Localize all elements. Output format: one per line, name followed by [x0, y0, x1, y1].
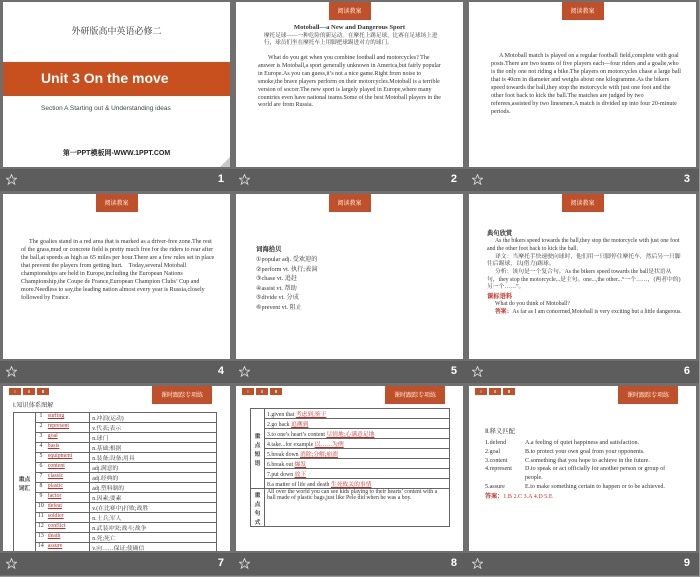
series-title: 外研版高中英语必修二: [71, 26, 162, 36]
matching-item: 3.content C.something that you hope to achieve in the future.: [485, 457, 650, 464]
slide-canvas: [3, 386, 230, 551]
slide-canvas: [469, 386, 696, 551]
vocab-item: ⑥prevent vt. 阻止: [256, 304, 302, 312]
unit-title: Unit 3 On the move: [41, 70, 169, 86]
slide-number: 2: [450, 173, 457, 185]
page-curl: [220, 157, 230, 167]
slide-number: 6: [683, 365, 690, 377]
phrase-table: 重点短语 1.given that 考虑到;鉴于 2.go back 追溯到 3.to one’s heart’s content 尽情地;心满意足地 4.take...for example 以……为例 5.break down 消除;分解;崩溃 6.break out 爆发 7.put down 放下 8.a matter of life and death 生死攸关的事情 重点句式 All over the world you can see kids playing to their hearts’ content with a ball made of plastic bags,just like Pele did when he was a boy.: [250, 408, 450, 527]
slide-number: 3: [683, 173, 690, 185]
slide-number: 8: [450, 557, 457, 569]
analysis: 分析：该句是一个复合句。As the bikers speed towards the ball是状语从句，they stop the motorcycle...是主句。one...,the other...“一个……，(两者中的)另一个……”。: [487, 268, 681, 291]
slide-thumbnail-4[interactable]: [0, 192, 233, 384]
diagram-heading: Ⅰ.知识体系图解: [13, 402, 54, 409]
vocab-list: [256, 255, 436, 313]
matching-item: 1.defend A.a feeling of quiet happiness and satisfaction.: [485, 440, 640, 446]
thumbnail-footer: [233, 553, 466, 575]
key-sentence: All over the world you can see kids playing to their hearts’ content with a ball made of plastic bags,just like Pele did when he was a boy.: [265, 489, 450, 527]
phrase-row: 1.given that 考虑到;鉴于: [265, 409, 450, 419]
star-icon[interactable]: [239, 174, 250, 185]
reading-passage: The goalies stand in a red area that is marked as a driver-free zone.The rest of the grass,mud or concrete field is pretty much free for the riders to rear after the ball,at speeds as high as 65 miles per hour.There are a few rules set in place that prevent the players from getting hurt. Today,several Motoball championships are held in Europe,including the European Nations Championship,the Coupe de France,European Champion Clubs’ Cup and more.Needless to say,the leading nation almost every year is Russia,closely followed by France.: [21, 239, 215, 302]
answer-text: As far as I am concerned,Motoball is very exciting but a little dangerous.: [512, 308, 682, 315]
answer-label: 答案：: [485, 493, 504, 500]
table-side-label: 重点句式: [251, 489, 265, 527]
answer-label: 答案：: [495, 308, 513, 315]
vocab-item: ⑤divide vt. 分成: [256, 294, 299, 302]
vocab-item: ④assist vt. 帮助: [256, 284, 297, 292]
matching-item: 2.goal B.to protect your own goal from your opponents.: [485, 448, 645, 455]
table-side-label: 重点词汇: [14, 413, 36, 552]
reading-heading: Motoball—a New and Dangerous Sport: [293, 24, 406, 31]
star-icon[interactable]: [6, 558, 17, 569]
slide-canvas: [236, 2, 463, 167]
slide-thumbnail-7[interactable]: [0, 384, 233, 576]
slide-thumbnail-9[interactable]: [466, 384, 699, 576]
star-icon[interactable]: [6, 366, 17, 377]
thumbnail-footer: [466, 553, 699, 575]
tab-markers: Ⅰ Ⅱ Ⅲ: [475, 388, 517, 395]
matching-list: [485, 439, 681, 502]
vocab-meaning: n.冲浪(运动): [90, 413, 217, 423]
vocab-table: 重点词汇 1 surfing n.冲浪(运动) 2 represent v.代表;表示 3 goal n.球门 4 basis n.基础;根据 5 equipment n.装备;设备;用具 6 content adj.满意的 7 classic adj.经典的 8 plastic adj.塑料制的 9 factor n.因素;要素 10 defeat v.(在比赛中)打败;战胜 11 soldier n.士兵;军人 12 conflict n.武装冲突;战斗;战争 13 death n.死;死亡 14 assure v.向……保证;使确信: [13, 412, 217, 551]
matching-item: 5.assure E.to make something certain to happen or to be achieved.: [485, 484, 665, 491]
slide-canvas: [3, 194, 230, 359]
translation: 译文：当摩托手快速驶向球时，他们用一只脚停住摩托车，然后另一只脚往后踢球，以(借力)踢球。: [487, 253, 681, 268]
star-icon[interactable]: [6, 174, 17, 185]
thumbnail-footer: [0, 169, 233, 191]
reading-passage: A Motoball match is played on a regular football field,complete with goal posts.There are two teams of five players each—four riders and a goalie,who is the only one not riding a bike.The players on motorcycles chase a large ball that is 40cm in diameter and weighs about one kilogramme.As the bikers speed towards the ball,they stop the motorcycle with just one foot and the other foot back to kick the ball.The matches are judged by two referees,assisted by two linesmen.A match is divided up into four 20-minute periods.: [491, 53, 681, 116]
table-side-label: 重点短语: [251, 409, 265, 489]
reading-passage: What do you get when you combine football and motorcycles? The answer is Motoball,a sport generally unknown in America,but fairly popular in Europe.As you can guess,it’s not a nice game.Right from noise to smoke,the brave players perform on their motorcycles.Motoball is a terrible version of soccer.The new sport is largely played in Europe,where many countries even have national teams.Some of the best Motoball players in the world are from Russia.: [258, 55, 441, 109]
section-badge: 阅读教案: [328, 194, 370, 212]
thumbnail-footer: [0, 361, 233, 383]
answer-text: 1.B 2.C 3.A 4.D 5.E: [503, 493, 553, 500]
thumbnail-footer: [233, 361, 466, 383]
question: What do you think of Motoball?: [495, 301, 570, 308]
title-area: [3, 2, 230, 54]
example-sentence: As the bikers speed towards the ball,they stop the motorcycle with just one foot and the other foot back to kick the ball.: [487, 238, 680, 252]
thumbnail-footer: [233, 169, 466, 191]
thumbnail-footer: [0, 553, 233, 575]
slide-thumbnail-5[interactable]: [233, 192, 466, 384]
section-title: Section A Starting out & Understanding ideas: [41, 105, 171, 112]
reading-intro: 摩托足球——一种危险的新运动。在摩托上踢足球，比赛在足球场上进行，球员们坐在摩托车上用脚把球踢进对方的球门。: [264, 33, 438, 47]
slide-number: 9: [683, 557, 690, 569]
slide-number: 7: [217, 557, 224, 569]
slide-canvas: [236, 386, 463, 551]
section-badge: 阅读教案: [95, 194, 137, 212]
vocab-title: 词海拾贝: [256, 246, 282, 253]
slide-thumbnail-6[interactable]: [466, 192, 699, 384]
section-badge: 阅读教案: [328, 2, 370, 20]
section-badge: 阅读教案: [561, 2, 603, 20]
slide-thumbnail-1[interactable]: [0, 0, 233, 192]
slide-thumbnail-8[interactable]: [233, 384, 466, 576]
slide-number: 5: [450, 365, 457, 377]
section-heading: 课标语料: [487, 292, 513, 300]
vocab-item: ③chase vt. 追赶: [256, 275, 298, 283]
section-badge: 课时跟踪专项练: [152, 386, 212, 404]
slide-thumbnail-2[interactable]: [233, 0, 466, 192]
star-icon[interactable]: [239, 366, 250, 377]
star-icon[interactable]: [472, 558, 483, 569]
slide-number: 4: [217, 365, 224, 377]
slide-thumbnail-3[interactable]: [466, 0, 699, 192]
tab-markers: Ⅰ Ⅱ Ⅲ: [242, 388, 284, 395]
slide-canvas: [469, 194, 696, 359]
slide-canvas: [236, 194, 463, 359]
matching-item: 4.represent D.to speak or act officially for another person or group of people.: [485, 466, 666, 482]
site-credit: 第一PPT模板网-WWW.1PPT.COM: [62, 150, 171, 157]
unit-banner: [3, 62, 230, 96]
vocab-item: ①popular adj. 受欢迎的: [256, 256, 318, 263]
vocab-item: ②perform vt. 执行;表演: [256, 265, 318, 273]
star-icon[interactable]: [239, 558, 250, 569]
slide-canvas: [3, 2, 230, 167]
star-icon[interactable]: [472, 366, 483, 377]
thumbnail-footer: [466, 361, 699, 383]
vocab-word: surfing: [46, 413, 90, 423]
section-heading: 典句欣赏: [487, 230, 513, 237]
thumbnail-footer: [466, 169, 699, 191]
tab-markers: Ⅰ Ⅱ Ⅲ: [9, 388, 51, 395]
slide-number: 1: [217, 173, 224, 185]
star-icon[interactable]: [472, 174, 483, 185]
section-badge: 课时跟踪专项练: [385, 386, 445, 404]
exercise-heading: Ⅱ.释义匹配: [485, 428, 515, 435]
section-badge: 阅读教案: [561, 194, 603, 212]
slide-canvas: [469, 2, 696, 167]
section-badge: 课时跟踪专项练: [618, 386, 678, 404]
sentence-analysis: [487, 230, 683, 316]
